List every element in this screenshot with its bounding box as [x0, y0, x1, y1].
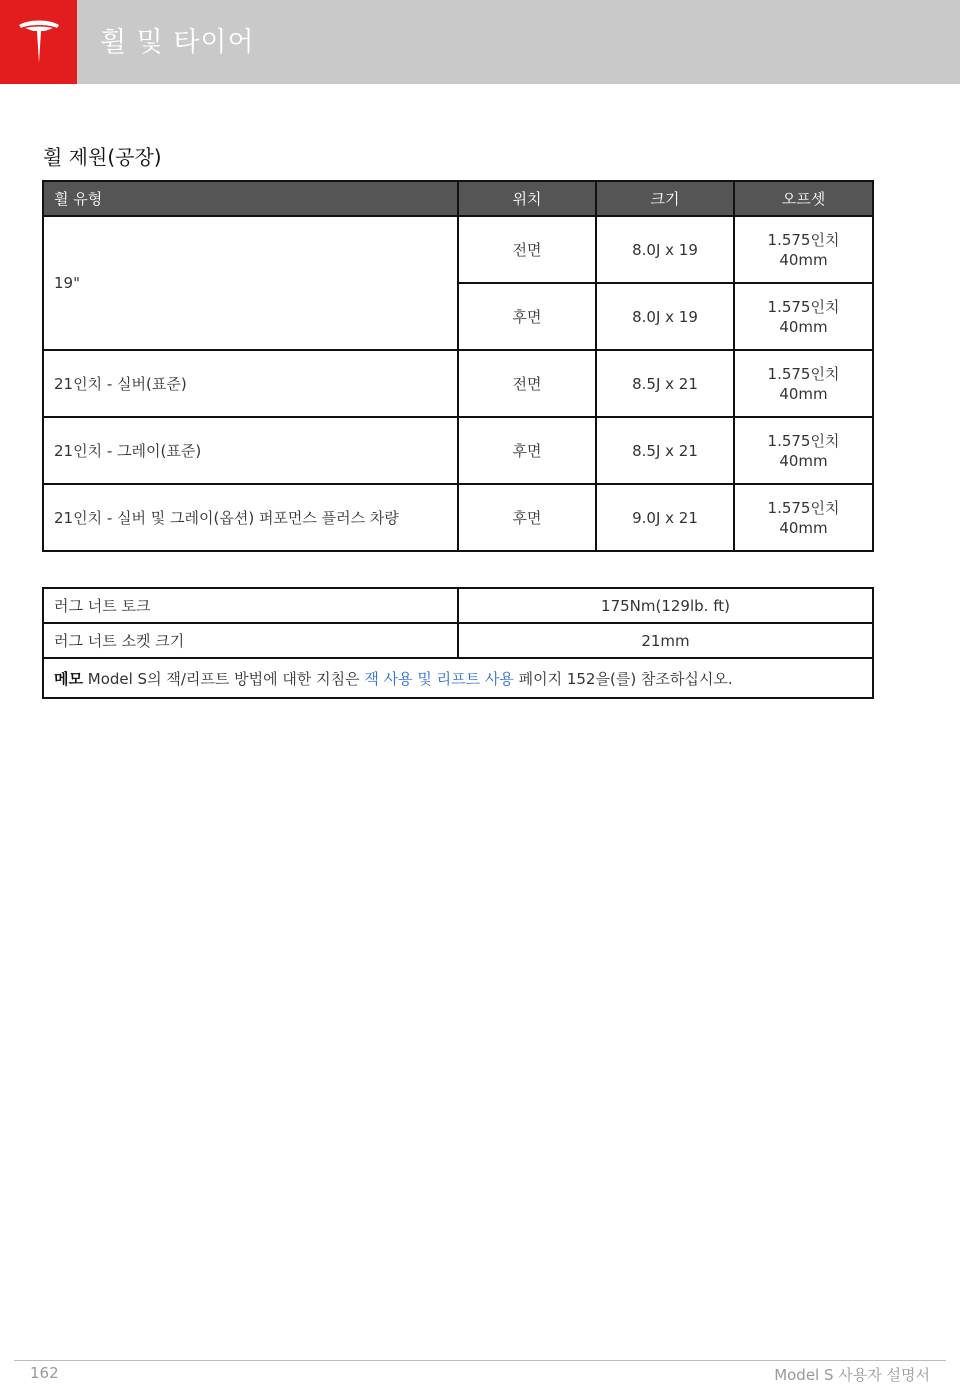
page-number: 162 [30, 1364, 59, 1382]
footer-divider [14, 1360, 946, 1361]
table-header-row [43, 181, 873, 216]
note-row [43, 658, 873, 698]
table-row [43, 350, 873, 417]
jacking-lifting-link[interactable]: 잭 사용 및 리프트 사용 [364, 669, 514, 688]
offset-mm: 40mm [779, 451, 828, 470]
table-row [43, 623, 873, 658]
offset-mm: 40mm [779, 317, 828, 336]
offset-inch: 1.575인치 [767, 297, 840, 316]
header-title: 휠 및 타이어 [100, 27, 255, 58]
lug-nut-torque-value: 175Nm(129lb. ft) [458, 588, 873, 623]
footer-title: Model S 사용자 설명서 [774, 1366, 930, 1384]
table-row [43, 417, 873, 484]
socket-size-label: 러그 너트 소켓 크기 [43, 623, 458, 658]
tesla-logo-icon [15, 17, 63, 67]
position-cell: 전면 [458, 350, 596, 417]
position-cell: 후면 [458, 484, 596, 551]
wheel-type-cell: 21인치 - 실버(표준) [43, 350, 458, 417]
offset-inch: 1.575인치 [767, 431, 840, 450]
column-header: 오프셋 [734, 181, 873, 216]
offset-mm: 40mm [779, 250, 828, 269]
page-header [0, 0, 960, 84]
size-cell: 9.0J x 21 [596, 484, 734, 551]
tesla-logo [0, 0, 77, 84]
offset-inch: 1.575인치 [767, 364, 840, 383]
column-header: 휠 유형 [43, 181, 458, 216]
size-cell: 8.5J x 21 [596, 417, 734, 484]
table-row [43, 484, 873, 551]
note-text-end: 페이지 152을(를) 참조하십시오. [513, 669, 733, 688]
position-cell: 후면 [458, 283, 596, 350]
size-cell: 8.0J x 19 [596, 216, 734, 283]
position-cell: 후면 [458, 417, 596, 484]
lug-nut-torque-label: 러그 너트 토크 [43, 588, 458, 623]
wheel-type-cell: 21인치 - 그레이(표준) [43, 417, 458, 484]
socket-size-value: 21mm [458, 623, 873, 658]
offset-cell [734, 350, 873, 417]
size-cell: 8.5J x 21 [596, 350, 734, 417]
offset-inch: 1.575인치 [767, 498, 840, 517]
offset-cell [734, 417, 873, 484]
column-header: 위치 [458, 181, 596, 216]
column-header: 크기 [596, 181, 734, 216]
offset-mm: 40mm [779, 384, 828, 403]
offset-cell [734, 484, 873, 551]
note-cell [43, 658, 873, 698]
offset-cell [734, 216, 873, 283]
offset-inch: 1.575인치 [767, 230, 840, 249]
section-title: 휠 제원(공장) [43, 145, 162, 169]
lug-nut-table [42, 587, 874, 699]
note-text: Model S의 잭/리프트 방법에 대한 지침은 [82, 669, 365, 688]
note-label: 메모 [54, 669, 83, 688]
position-cell: 전면 [458, 216, 596, 283]
offset-mm: 40mm [779, 518, 828, 537]
wheel-type-cell: 19" [43, 216, 458, 350]
wheel-type-cell: 21인치 - 실버 및 그레이(옵션) 퍼포먼스 플러스 차량 [43, 484, 458, 551]
size-cell: 8.0J x 19 [596, 283, 734, 350]
wheel-spec-table [42, 180, 874, 552]
offset-cell [734, 283, 873, 350]
table-row [43, 588, 873, 623]
table-row [43, 216, 873, 283]
